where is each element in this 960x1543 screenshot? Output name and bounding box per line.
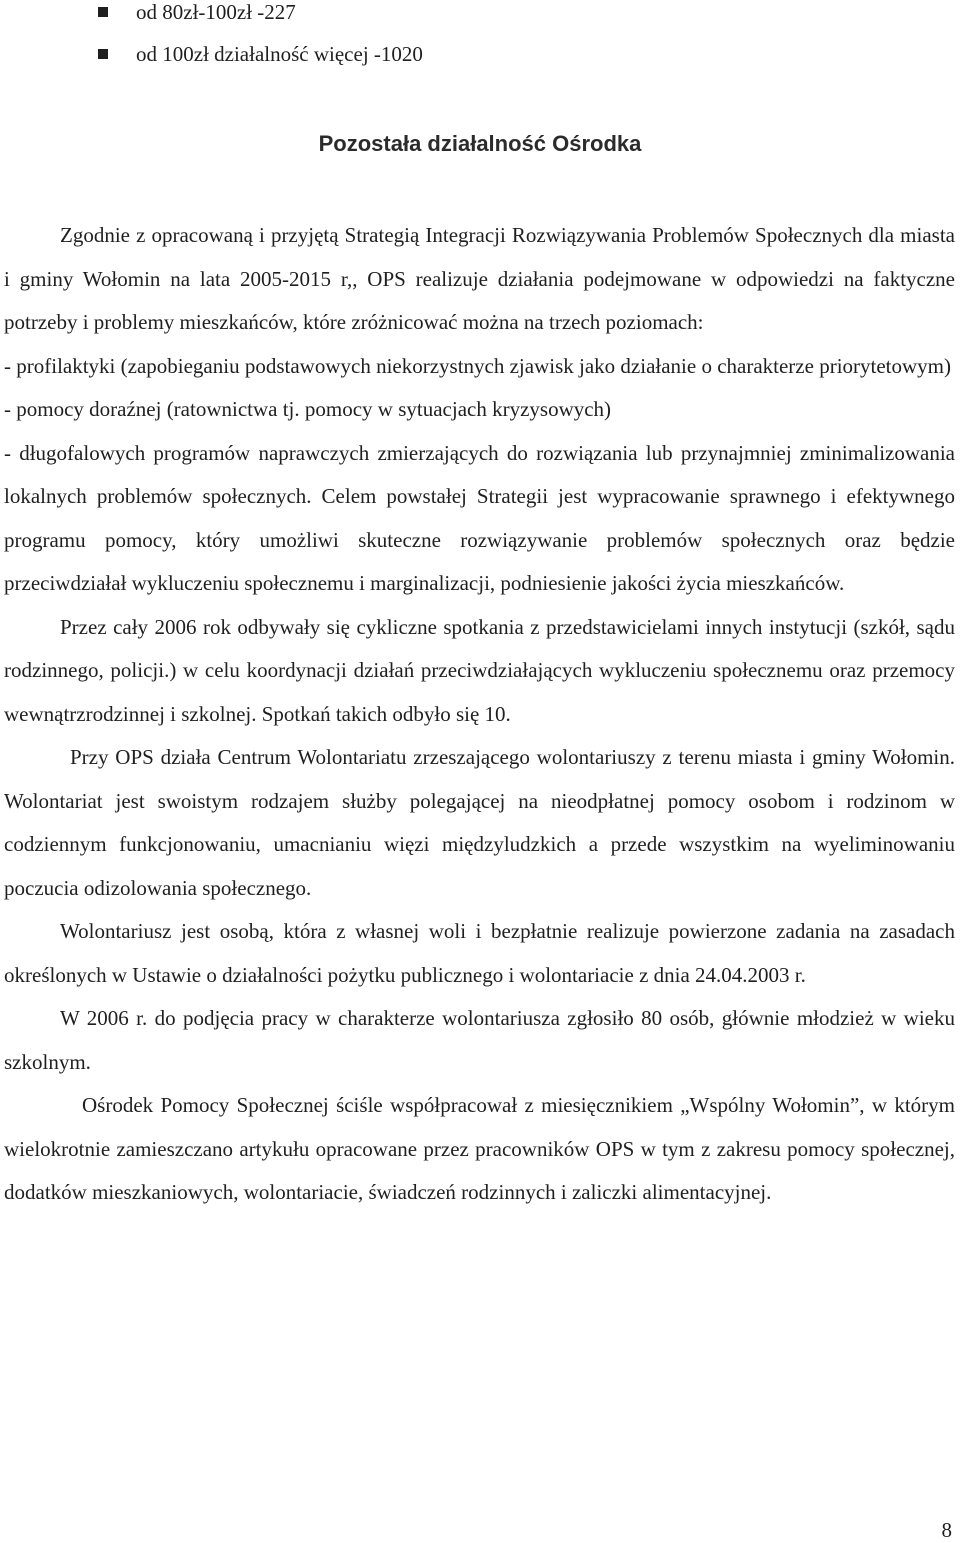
paragraph-strategy: Zgodnie z opracowaną i przyjętą Strategią Integracji Rozwiązywania Problemów Społecznych dla miasta i gminy Wołomin na lata 2005-2015 r,, OPS realizuje działania podejmowane w odpowiedzi na faktyczne potrzeby i problemy mieszkańców, które zróżnicować można na trzech poziomach: [4, 223, 955, 334]
square-bullet-icon [98, 49, 108, 59]
square-bullet-icon [98, 7, 108, 17]
body-text [4, 214, 955, 1215]
paragraph-meetings: Przez cały 2006 rok odbywały się cykliczne spotkania z przedstawicielami innych instytucji (szkół, sądu rodzinnego, policji.) w celu koordynacji działań przeciwdziałających wykluczeniu społecznemu oraz przemocy wewnątrzrodzinnej i szkolnej. Spotkań takich odbyło się 10. [4, 614, 955, 726]
list-item-text: od 80zł-100zł -227 [136, 0, 296, 24]
paragraph-monthly-cooperation: Ośrodek Pomocy Społecznej ściśle współpracował z miesięcznikiem „Wspólny Wołomin”, w którym wielokrotnie zamieszczano artykułu opracowane przez pracowników OPS w tym z zakresu pomocy społecznej, dodatków mieszkaniowych, wolontariacie, świadczeń rodzinnych i zaliczki alimentacyjnej. [4, 1093, 955, 1204]
paragraph-prevention: - profilaktyki (zapobieganiu podstawowych niekorzystnych zjawisk jako działanie o charakterze priorytetowym) [4, 353, 951, 378]
paragraph-long-term-programs: - długofalowych programów naprawczych zmierzających do rozwiązania lub przynajmniej zminimalizowania lokalnych problemów społecznych. Celem powstałej Strategii jest wypracowanie sprawnego i efektywnego programu pomocy, który umożliwi skuteczne rozwiązywanie problemów społecznych oraz będzie przeciwdziałał wykluczeniu społecznemu i marginalizacji, podniesienie jakości życia mieszkańców. [4, 440, 955, 595]
paragraph-emergency-aid: - pomocy doraźnej (ratownictwa tj. pomocy w sytuacjach kryzysowych) [4, 397, 612, 421]
section-heading: Pozostała działalność Ośrodka [318, 131, 642, 156]
list-item-text: od 100zł działalność więcej -1020 [136, 42, 423, 66]
paragraph-volunteers-2006: W 2006 r. do podjęcia pracy w charakterze wolontariusza zgłosiło 80 osób, głównie młodzież w wieku szkolnym. [4, 1006, 955, 1074]
paragraph-volunteer-center: Przy OPS działa Centrum Wolontariatu zrzeszającego wolontariuszy z terenu miasta i gminy Wołomin. Wolontariat jest swoistym rodzajem służby polegającej na nieodpłatnej pomocy osobom i rodzinom w codziennym funkcjonowaniu, umacnianiu więzi międzyludzkich a przede wszystkim na wyeliminowaniu poczucia odizolowania społecznego. [4, 745, 955, 900]
paragraph-volunteer-definition: Wolontariusz jest osobą, która z własnej woli i bezpłatnie realizuje powierzone zadania na zasadach określonych w Ustawie o działalności pożytku publicznego i wolontariacie z dnia 24.04.2003 r. [4, 919, 955, 987]
page-number: 8 [941, 1518, 952, 1542]
